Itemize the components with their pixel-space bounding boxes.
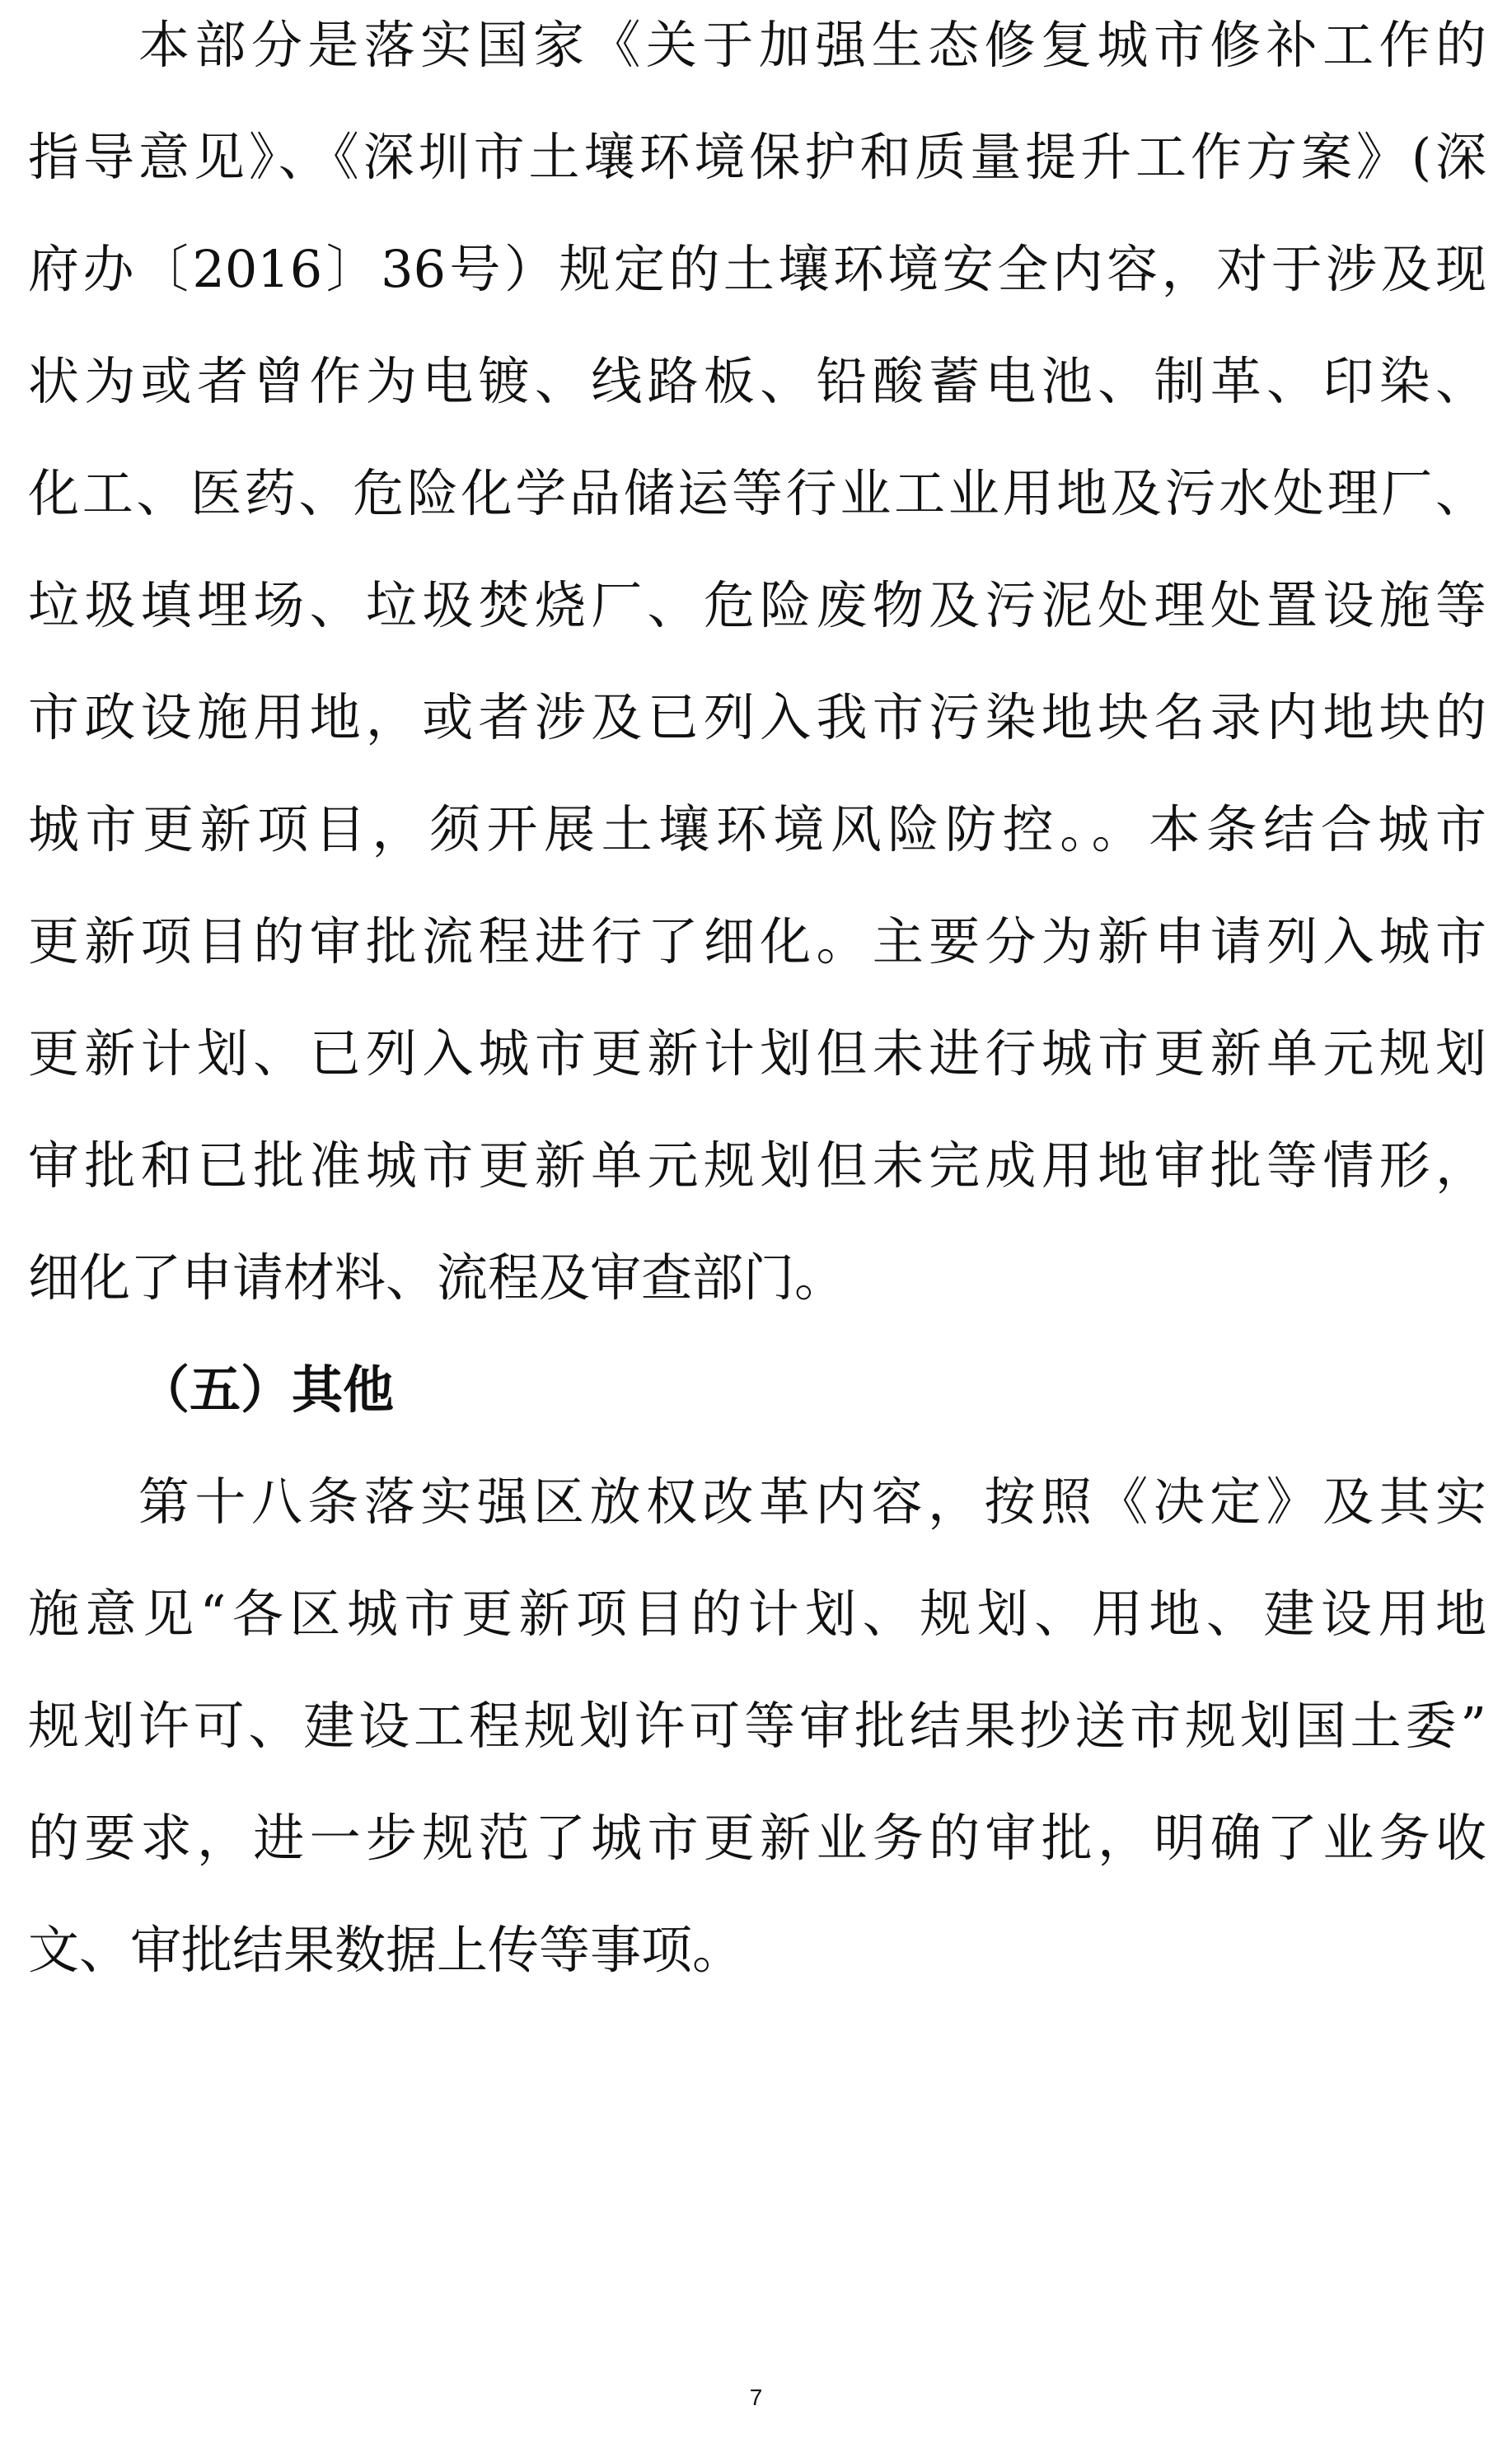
paragraph-1-line-2: 指导意见》、《深圳市土壤环境保护和质量提升工作方案》(深 <box>28 127 1486 187</box>
page-number: 7 <box>749 2385 763 2410</box>
paragraph-2-line-4: 的要求，进一步规范了城市更新业务的审批，明确了业务收 <box>28 1808 1486 1868</box>
paragraph-2-line-1: 第十八条落实强区放权改革内容，按照《决定》及其实 <box>138 1472 1486 1532</box>
paragraph-1-line-6: 垃圾填埋场、垃圾焚烧厂、危险废物及污泥处理处置设施等 <box>28 575 1486 635</box>
paragraph-1-line-9: 更新项目的审批流程进行了细化。主要分为新申请列入城市 <box>28 911 1486 971</box>
paragraph-2-line-5: 文、审批结果数据上传等事项。 <box>28 1920 744 1980</box>
paragraph-1-line-4: 状为或者曾作为电镀、线路板、铅酸蓄电池、制革、印染、 <box>28 351 1486 411</box>
paragraph-1-line-12: 细化了申请材料、流程及审查部门。 <box>28 1247 846 1308</box>
paragraph-2-line-3: 规划许可、建设工程规划许可等审批结果抄送市规划国土委” <box>28 1696 1486 1756</box>
paragraph-1-line-3: 府办〔2016〕36号）规定的土壤环境安全内容，对于涉及现 <box>28 239 1486 299</box>
paragraph-1-line-8: 城市更新项目，须开展土壤环境风险防控。。本条结合城市 <box>28 799 1486 859</box>
paragraph-1-line-10: 更新计划、已列入城市更新计划但未进行城市更新单元规划 <box>28 1023 1486 1084</box>
paragraph-1-line-1: 本部分是落实国家《关于加强生态修复城市修补工作的 <box>138 15 1486 75</box>
paragraph-1-line-5: 化工、医药、危险化学品储运等行业工业用地及污水处理厂、 <box>28 463 1486 523</box>
paragraph-1-line-11: 审批和已批准城市更新单元规划但未完成用地审批等情形， <box>28 1135 1486 1196</box>
section-heading: （五）其他 <box>138 1360 395 1420</box>
paragraph-2-line-2: 施意见“各区城市更新项目的计划、规划、用地、建设用地 <box>28 1584 1486 1644</box>
paragraph-1-line-7: 市政设施用地，或者涉及已列入我市污染地块名录内地块的 <box>28 687 1486 747</box>
